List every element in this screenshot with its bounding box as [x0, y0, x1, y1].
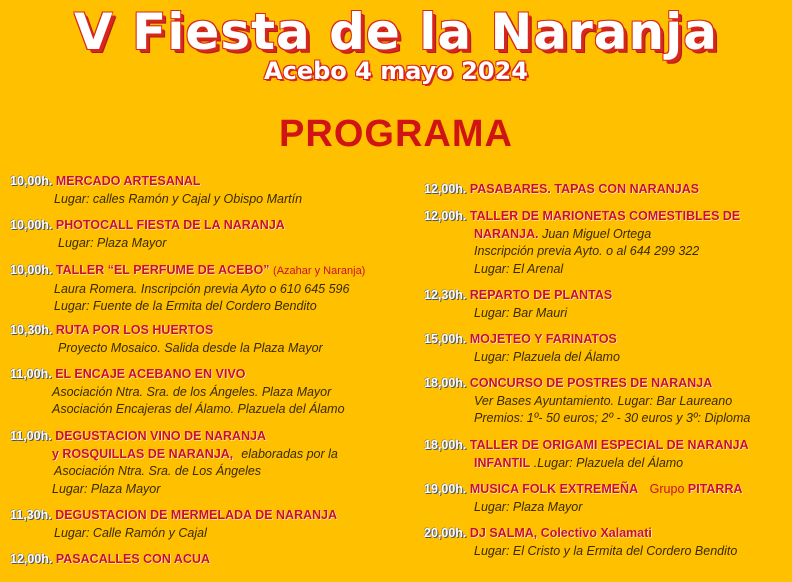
event-name-continued: INFANTIL	[474, 455, 531, 470]
event-dj-salma	[424, 525, 737, 560]
event-time: 10,00h.	[10, 263, 53, 277]
event-ruta-huertos	[10, 322, 323, 357]
event-degustacion-vino	[10, 428, 338, 498]
event-pasabares	[424, 181, 699, 199]
event-musica-folk	[424, 481, 743, 516]
event-time: 20,00h.	[424, 526, 467, 540]
event-extra-name: PITARRA	[687, 482, 743, 496]
event-time: 15,00h.	[424, 332, 467, 346]
event-note: .Lugar: Plazuela del Álamo	[533, 455, 684, 470]
festival-date: Acebo 4 mayo 2024	[264, 57, 528, 85]
event-detail: Lugar: calles Ramón y Cajal y Obispo Martín	[54, 191, 303, 206]
event-name: DEGUSTACION VINO DE NARANJA	[55, 429, 267, 443]
event-name: REPARTO DE PLANTAS	[469, 288, 613, 302]
event-time: 12,00h.	[10, 552, 53, 566]
event-name: CONCURSO DE POSTRES DE NARANJA	[469, 376, 713, 390]
event-line2	[424, 226, 740, 244]
event-name: RUTA POR LOS HUERTOS	[55, 323, 214, 337]
event-pasacalles	[10, 551, 210, 569]
event-time: 19,00h.	[424, 482, 467, 496]
event-detail: Proyecto Mosaico. Salida desde la Plaza Mayor	[58, 340, 323, 355]
event-detail: Asociación Ntra. Sra. de los Ángeles. Plaza Mayor	[52, 384, 332, 399]
event-name: PASACALLES CON ACUA	[55, 552, 211, 566]
event-taller-perfume	[10, 262, 365, 316]
event-name: MUSICA FOLK EXTREMEÑA	[469, 482, 639, 496]
event-line2	[424, 455, 749, 473]
event-name: TALLER “EL PERFUME DE ACEBO”	[55, 263, 270, 277]
event-detail: Ver Bases Ayuntamiento. Lugar: Bar Laureano	[474, 393, 733, 408]
event-line2	[10, 446, 338, 464]
event-detail: Asociación Ntra. Sra. de Los Ángeles	[54, 464, 262, 478]
event-detail: Lugar: Bar Mauri	[474, 305, 568, 320]
event-time: 11,30h.	[10, 508, 52, 522]
event-time: 10,30h.	[10, 323, 53, 337]
event-time: 11,00h.	[10, 429, 52, 443]
event-name: MERCADO ARTESANAL	[55, 174, 201, 188]
event-detail: Premios: 1º- 50 euros; 2º - 30 euros y 3º: Diploma	[474, 411, 751, 425]
event-extra: (Azahar y Naranja)	[273, 265, 366, 277]
event-name: TALLER DE MARIONETAS COMESTIBLES DE	[469, 209, 741, 223]
event-degustacion-mermelada	[10, 507, 337, 542]
event-time: 18,00h.	[424, 438, 467, 452]
event-name-continued: NARANJA.	[474, 226, 539, 241]
event-name: PHOTOCALL FIESTA DE LA NARANJA	[55, 218, 285, 232]
event-time: 12,00h.	[424, 182, 467, 196]
event-mercado	[10, 173, 302, 208]
event-time: 12,30h.	[424, 288, 467, 302]
event-name: EL ENCAJE ACEBANO EN VIVO	[55, 367, 246, 381]
event-concurso-postres	[424, 375, 750, 428]
event-detail: Lugar: Plaza Mayor	[52, 481, 161, 496]
event-time: 11,00h.	[10, 367, 52, 381]
event-detail: Lugar: El Arenal	[474, 261, 564, 276]
event-detail: Lugar: Plaza Mayor	[58, 235, 167, 250]
event-detail: Inscripción previa Ayto. o al 644 299 322	[474, 244, 700, 258]
festival-title: V Fiesta de la Naranja	[74, 3, 718, 61]
event-time: 18,00h.	[424, 376, 467, 390]
event-detail: Laura Romera. Inscripción previa Ayto o 610 645 596	[54, 281, 350, 296]
event-time: 12,00h.	[424, 209, 467, 223]
event-name: PASABARES. TAPAS CON NARANJAS	[469, 182, 700, 196]
event-note: Juan Miguel Ortega	[542, 226, 652, 241]
event-name-continued: y ROSQUILLAS DE NARANJA,	[52, 446, 234, 461]
event-detail: Asociación Encajeras del Álamo. Plazuela del Álamo	[52, 402, 345, 416]
program-heading: PROGRAMA	[279, 113, 513, 155]
event-photocall	[10, 217, 285, 252]
event-taller-marionetas	[424, 208, 740, 278]
event-name: MOJETEO Y FARINATOS	[469, 332, 617, 346]
event-detail: Lugar: Calle Ramón y Cajal	[54, 525, 207, 540]
event-mojeteo	[424, 331, 620, 366]
event-note: elaboradas por la	[241, 446, 338, 461]
event-detail: Lugar: Fuente de la Ermita del Cordero Bendito	[54, 299, 317, 313]
event-detail: Lugar: Plazuela del Álamo	[474, 349, 620, 364]
event-time: 10,00h.	[10, 218, 53, 232]
event-extra: Grupo	[649, 482, 685, 496]
event-detail: Lugar: Plaza Mayor	[474, 499, 583, 514]
event-name: TALLER DE ORIGAMI ESPECIAL DE NARANJA	[469, 438, 749, 452]
event-time: 10,00h.	[10, 174, 53, 188]
event-taller-origami	[424, 437, 749, 472]
event-encaje	[10, 366, 345, 419]
event-name: DJ SALMA, Colectivo Xalamati	[469, 526, 652, 540]
event-reparto-plantas	[424, 287, 612, 322]
event-detail: Lugar: El Cristo y la Ermita del Cordero Bendito	[474, 543, 738, 558]
event-name: DEGUSTACION DE MERMELADA DE NARANJA	[55, 508, 338, 522]
